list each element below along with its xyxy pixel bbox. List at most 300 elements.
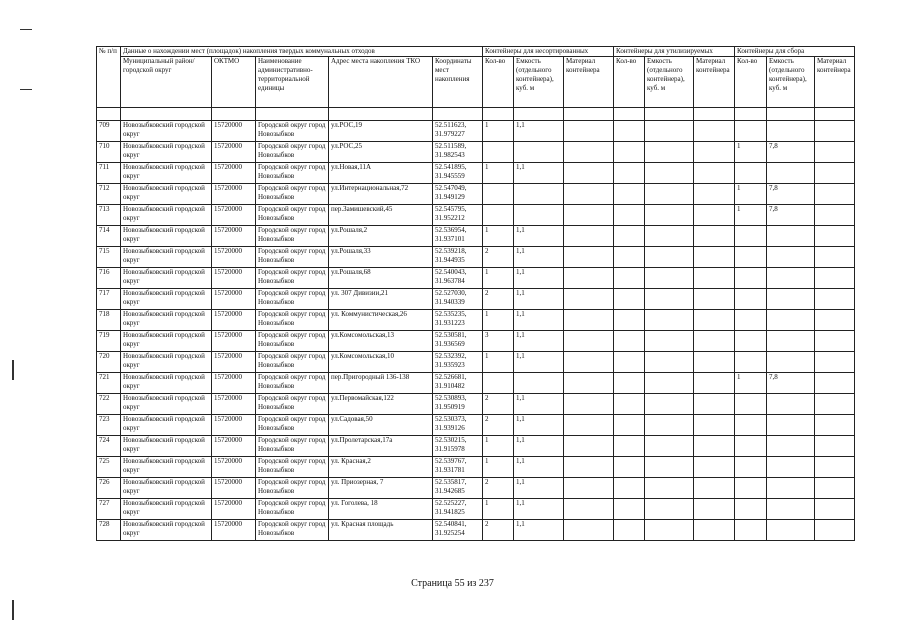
unsorted-count-cell: 2 <box>483 247 514 268</box>
recycle-count-cell <box>614 163 645 184</box>
unsorted-capacity-cell: 1,1 <box>514 247 564 268</box>
unsorted-capacity-cell: 1,1 <box>514 436 564 457</box>
table-row <box>97 415 855 436</box>
collect-material-cell <box>815 142 855 163</box>
oktmo-cell: 15720000 <box>212 331 256 352</box>
recycle-material-cell <box>694 121 735 142</box>
unsorted-capacity-cell <box>514 205 564 226</box>
collect-capacity-cell: 7,8 <box>767 373 815 394</box>
municipality-cell: Новозыбковский городской округ <box>121 331 212 352</box>
spacer-cell <box>256 108 329 121</box>
unsorted-count-cell <box>483 184 514 205</box>
table-row <box>97 226 855 247</box>
oktmo-cell: 15720000 <box>212 310 256 331</box>
municipality-cell: Новозыбковский городской округ <box>121 247 212 268</box>
table-row <box>97 247 855 268</box>
address-cell: ул. 307 Дивизии,21 <box>329 289 433 310</box>
address-cell: ул. Красная площадь <box>329 520 433 541</box>
admin-unit-header: Наименование административно-территориальной единицы <box>256 57 329 108</box>
unsorted-count-cell: 1 <box>483 226 514 247</box>
recycle-material-cell <box>694 226 735 247</box>
recycle-capacity-header: Емкость (отдельного контейнера), куб. м <box>645 57 694 108</box>
table-row <box>97 121 855 142</box>
address-cell: ул.Интернациональная,72 <box>329 184 433 205</box>
recycle-material-cell <box>694 499 735 520</box>
unsorted-material-cell <box>564 268 614 289</box>
admin-unit-cell: Городской округ город Новозыбков <box>256 520 329 541</box>
row-number: 716 <box>97 268 121 289</box>
coords-cell: 52.535817, 31.942685 <box>433 478 483 499</box>
unsorted-count-cell: 1 <box>483 310 514 331</box>
spacer-cell <box>767 108 815 121</box>
unsorted-material-cell <box>564 121 614 142</box>
collect-material-cell <box>815 499 855 520</box>
unsorted-capacity-cell: 1,1 <box>514 457 564 478</box>
municipality-cell: Новозыбковский городской округ <box>121 499 212 520</box>
collect-material-cell <box>815 247 855 268</box>
recycle-count-cell <box>614 436 645 457</box>
oktmo-cell: 15720000 <box>212 352 256 373</box>
unsorted-material-cell <box>564 415 614 436</box>
recycle-material-cell <box>694 163 735 184</box>
municipality-cell: Новозыбковский городской округ <box>121 289 212 310</box>
coords-cell: 52.540043, 31.963784 <box>433 268 483 289</box>
recycle-capacity-cell <box>645 289 694 310</box>
header-row-columns <box>97 57 855 108</box>
spacer-cell <box>514 108 564 121</box>
binding-mark <box>12 360 14 380</box>
collect-capacity-cell <box>767 352 815 373</box>
row-number: 719 <box>97 331 121 352</box>
recycle-material-cell <box>694 310 735 331</box>
collect-capacity-cell <box>767 331 815 352</box>
address-cell: ул. Красная,2 <box>329 457 433 478</box>
address-header: Адрес места накопления ТКО <box>329 57 433 108</box>
coords-cell: 52.532392, 31.935923 <box>433 352 483 373</box>
admin-unit-cell: Городской округ город Новозыбков <box>256 436 329 457</box>
collect-capacity-cell: 7,8 <box>767 205 815 226</box>
table-row <box>97 520 855 541</box>
recycle-material-cell <box>694 142 735 163</box>
row-number: 712 <box>97 184 121 205</box>
coords-cell: 52.511623, 31.979227 <box>433 121 483 142</box>
collect-material-cell <box>815 289 855 310</box>
unsorted-material-cell <box>564 331 614 352</box>
table-row <box>97 268 855 289</box>
address-cell: ул.Комсомольская,10 <box>329 352 433 373</box>
recycle-count-cell <box>614 331 645 352</box>
municipality-cell: Новозыбковский городской округ <box>121 394 212 415</box>
recycle-count-cell <box>614 415 645 436</box>
unsorted-material-cell <box>564 520 614 541</box>
unsorted-count-cell: 2 <box>483 520 514 541</box>
collect-count-header: Кол-во <box>735 57 767 108</box>
address-cell: ул.Садовая,50 <box>329 415 433 436</box>
recycle-capacity-cell <box>645 163 694 184</box>
unsorted-material-cell <box>564 289 614 310</box>
unsorted-capacity-cell <box>514 184 564 205</box>
unsorted-capacity-cell: 1,1 <box>514 163 564 184</box>
binding-mark <box>12 600 14 620</box>
address-cell: ул. Коммунистическая,26 <box>329 310 433 331</box>
unsorted-capacity-header: Емкость (отдельного контейнера), куб. м <box>514 57 564 108</box>
collect-count-cell <box>735 520 767 541</box>
recycle-material-cell <box>694 436 735 457</box>
unsorted-material-header: Материал контейнера <box>564 57 614 108</box>
oktmo-cell: 15720000 <box>212 436 256 457</box>
collect-capacity-cell <box>767 268 815 289</box>
oktmo-cell: 15720000 <box>212 121 256 142</box>
num-header: № п/п <box>97 47 121 108</box>
table-row <box>97 163 855 184</box>
recycle-material-header: Материал контейнера <box>694 57 735 108</box>
recycle-count-cell <box>614 142 645 163</box>
admin-unit-cell: Городской округ город Новозыбков <box>256 352 329 373</box>
unsorted-count-header: Кол-во <box>483 57 514 108</box>
unsorted-count-cell: 2 <box>483 478 514 499</box>
row-number: 724 <box>97 436 121 457</box>
admin-unit-cell: Городской округ город Новозыбков <box>256 478 329 499</box>
recycle-capacity-cell <box>645 499 694 520</box>
admin-unit-cell: Городской округ город Новозыбков <box>256 121 329 142</box>
unsorted-material-cell <box>564 478 614 499</box>
collect-material-cell <box>815 478 855 499</box>
spacer-cell <box>121 108 212 121</box>
unsorted-material-cell <box>564 247 614 268</box>
coords-cell: 52.527030, 31.940339 <box>433 289 483 310</box>
recycle-count-cell <box>614 226 645 247</box>
municipality-cell: Новозыбковский городской округ <box>121 226 212 247</box>
municipality-cell: Новозыбковский городской округ <box>121 373 212 394</box>
table-row <box>97 331 855 352</box>
municipality-cell: Новозыбковский городской округ <box>121 142 212 163</box>
collect-capacity-cell <box>767 520 815 541</box>
oktmo-cell: 15720000 <box>212 373 256 394</box>
collect-capacity-cell <box>767 247 815 268</box>
municipality-cell: Новозыбковский городской округ <box>121 478 212 499</box>
unsorted-material-cell <box>564 310 614 331</box>
recycle-count-cell <box>614 478 645 499</box>
recycle-capacity-cell <box>645 520 694 541</box>
municipality-cell: Новозыбковский городской округ <box>121 184 212 205</box>
oktmo-cell: 15720000 <box>212 457 256 478</box>
admin-unit-cell: Городской округ город Новозыбков <box>256 373 329 394</box>
header-row-groups <box>97 47 855 57</box>
unsorted-capacity-cell: 1,1 <box>514 121 564 142</box>
recycle-count-cell <box>614 205 645 226</box>
recycle-capacity-cell <box>645 373 694 394</box>
collect-capacity-cell <box>767 478 815 499</box>
collect-capacity-cell <box>767 226 815 247</box>
waste-sites-table <box>96 46 855 541</box>
spacer-cell <box>329 108 433 121</box>
unsorted-capacity-cell: 1,1 <box>514 478 564 499</box>
recycle-capacity-cell <box>645 394 694 415</box>
admin-unit-cell: Городской округ город Новозыбков <box>256 163 329 184</box>
collect-count-cell <box>735 310 767 331</box>
crop-mark <box>20 89 32 90</box>
row-number: 725 <box>97 457 121 478</box>
unsorted-capacity-cell: 1,1 <box>514 394 564 415</box>
recycle-material-cell <box>694 457 735 478</box>
unsorted-count-cell: 1 <box>483 499 514 520</box>
row-number: 722 <box>97 394 121 415</box>
row-number: 709 <box>97 121 121 142</box>
collect-count-cell <box>735 331 767 352</box>
unsorted-count-cell: 1 <box>483 121 514 142</box>
unsorted-count-cell: 2 <box>483 394 514 415</box>
municipality-header: Муниципальный район/городской округ <box>121 57 212 108</box>
collect-count-cell <box>735 499 767 520</box>
recycle-count-cell <box>614 499 645 520</box>
row-number: 727 <box>97 499 121 520</box>
unsorted-capacity-cell: 1,1 <box>514 415 564 436</box>
oktmo-cell: 15720000 <box>212 247 256 268</box>
unsorted-material-cell <box>564 394 614 415</box>
table-row <box>97 142 855 163</box>
municipality-cell: Новозыбковский городской округ <box>121 352 212 373</box>
table-row <box>97 373 855 394</box>
recycle-count-cell <box>614 247 645 268</box>
unsorted-count-cell <box>483 205 514 226</box>
collect-capacity-cell <box>767 394 815 415</box>
recycle-capacity-cell <box>645 226 694 247</box>
site-data-header: Данные о нахождении мест (площадок) накопления твердых коммунальных отходов <box>121 47 483 57</box>
coords-cell: 52.545795, 31.952212 <box>433 205 483 226</box>
oktmo-cell: 15720000 <box>212 226 256 247</box>
table-row <box>97 394 855 415</box>
admin-unit-cell: Городской округ город Новозыбков <box>256 142 329 163</box>
recycle-capacity-cell <box>645 142 694 163</box>
recycle-capacity-cell <box>645 415 694 436</box>
recycle-material-cell <box>694 205 735 226</box>
recycle-count-cell <box>614 394 645 415</box>
collect-capacity-cell: 7,8 <box>767 184 815 205</box>
recycle-count-cell <box>614 373 645 394</box>
table-row <box>97 457 855 478</box>
collect-material-cell <box>815 226 855 247</box>
unsorted-count-cell: 1 <box>483 352 514 373</box>
collect-capacity-cell <box>767 436 815 457</box>
recycle-material-cell <box>694 184 735 205</box>
recycle-material-cell <box>694 520 735 541</box>
coords-cell: 52.526681, 31.910482 <box>433 373 483 394</box>
recycle-capacity-cell <box>645 205 694 226</box>
spacer-cell <box>694 108 735 121</box>
collect-capacity-cell <box>767 310 815 331</box>
crop-mark <box>20 29 32 30</box>
address-cell: пер.Замишевский,45 <box>329 205 433 226</box>
unsorted-count-cell <box>483 373 514 394</box>
recycle-material-cell <box>694 289 735 310</box>
oktmo-cell: 15720000 <box>212 478 256 499</box>
collect-capacity-cell <box>767 499 815 520</box>
collect-count-cell <box>735 436 767 457</box>
row-number: 718 <box>97 310 121 331</box>
admin-unit-cell: Городской округ город Новозыбков <box>256 226 329 247</box>
row-number: 714 <box>97 226 121 247</box>
address-cell: ул.Новая,11А <box>329 163 433 184</box>
oktmo-cell: 15720000 <box>212 289 256 310</box>
table-row <box>97 436 855 457</box>
coords-cell: 52.539767, 31.931781 <box>433 457 483 478</box>
unsorted-capacity-cell: 1,1 <box>514 310 564 331</box>
address-cell: ул.РОС,19 <box>329 121 433 142</box>
coords-cell: 52.530893, 31.950919 <box>433 394 483 415</box>
recycle-material-cell <box>694 247 735 268</box>
collect-count-cell <box>735 394 767 415</box>
oktmo-cell: 15720000 <box>212 520 256 541</box>
unsorted-material-cell <box>564 226 614 247</box>
recycle-count-cell <box>614 268 645 289</box>
unsorted-count-cell: 1 <box>483 436 514 457</box>
unsorted-capacity-cell <box>514 373 564 394</box>
collect-header: Контейнеры для сбора <box>735 47 855 57</box>
unsorted-capacity-cell: 1,1 <box>514 268 564 289</box>
spacer-cell <box>614 108 645 121</box>
oktmo-cell: 15720000 <box>212 163 256 184</box>
admin-unit-cell: Городской округ город Новозыбков <box>256 331 329 352</box>
oktmo-cell: 15720000 <box>212 184 256 205</box>
recycle-capacity-cell <box>645 457 694 478</box>
municipality-cell: Новозыбковский городской округ <box>121 520 212 541</box>
municipality-cell: Новозыбковский городской округ <box>121 457 212 478</box>
recycle-capacity-cell <box>645 121 694 142</box>
recycle-material-cell <box>694 331 735 352</box>
oktmo-header: ОКТМО <box>212 57 256 108</box>
unsorted-material-cell <box>564 457 614 478</box>
collect-count-cell <box>735 289 767 310</box>
oktmo-cell: 15720000 <box>212 415 256 436</box>
collect-material-header: Материал контейнера <box>815 57 855 108</box>
collect-capacity-cell <box>767 457 815 478</box>
admin-unit-cell: Городской округ город Новозыбков <box>256 457 329 478</box>
spacer-cell <box>564 108 614 121</box>
coords-header: Координаты мест накопления <box>433 57 483 108</box>
recycle-count-cell <box>614 121 645 142</box>
coords-cell: 52.530373, 31.939126 <box>433 415 483 436</box>
row-number: 717 <box>97 289 121 310</box>
recycle-capacity-cell <box>645 478 694 499</box>
recycle-material-cell <box>694 415 735 436</box>
header-spacer-row <box>97 108 855 121</box>
unsorted-capacity-cell: 1,1 <box>514 499 564 520</box>
oktmo-cell: 15720000 <box>212 142 256 163</box>
coords-cell: 52.541895, 31.945559 <box>433 163 483 184</box>
unsorted-header: Контейнеры для несортированных <box>483 47 614 57</box>
address-cell: ул. Гоголева, 18 <box>329 499 433 520</box>
admin-unit-cell: Городской округ город Новозыбков <box>256 310 329 331</box>
municipality-cell: Новозыбковский городской округ <box>121 268 212 289</box>
coords-cell: 52.539218, 31.944935 <box>433 247 483 268</box>
recycle-count-header: Кол-во <box>614 57 645 108</box>
unsorted-material-cell <box>564 352 614 373</box>
collect-capacity-cell <box>767 415 815 436</box>
collect-count-cell: 1 <box>735 184 767 205</box>
collect-capacity-cell <box>767 163 815 184</box>
admin-unit-cell: Городской округ город Новозыбков <box>256 415 329 436</box>
recycle-capacity-cell <box>645 310 694 331</box>
admin-unit-cell: Городской округ город Новозыбков <box>256 289 329 310</box>
table-row <box>97 289 855 310</box>
unsorted-material-cell <box>564 373 614 394</box>
collect-count-cell <box>735 352 767 373</box>
recycle-capacity-cell <box>645 436 694 457</box>
table-row <box>97 205 855 226</box>
table-row <box>97 499 855 520</box>
collect-capacity-cell: 7,8 <box>767 142 815 163</box>
row-number: 721 <box>97 373 121 394</box>
recycle-capacity-cell <box>645 352 694 373</box>
collect-material-cell <box>815 457 855 478</box>
collect-material-cell <box>815 352 855 373</box>
coords-cell: 52.525227, 31.941825 <box>433 499 483 520</box>
row-number: 723 <box>97 415 121 436</box>
collect-material-cell <box>815 331 855 352</box>
unsorted-material-cell <box>564 205 614 226</box>
row-number: 720 <box>97 352 121 373</box>
page-number: Страница 55 из 237 <box>411 578 494 589</box>
recycle-material-cell <box>694 268 735 289</box>
unsorted-material-cell <box>564 436 614 457</box>
recycle-capacity-cell <box>645 331 694 352</box>
collect-material-cell <box>815 310 855 331</box>
municipality-cell: Новозыбковский городской округ <box>121 121 212 142</box>
address-cell: ул.Рошаля,33 <box>329 247 433 268</box>
unsorted-material-cell <box>564 184 614 205</box>
admin-unit-cell: Городской округ город Новозыбков <box>256 268 329 289</box>
unsorted-count-cell: 1 <box>483 163 514 184</box>
coords-cell: 52.530581, 31.936569 <box>433 331 483 352</box>
collect-count-cell: 1 <box>735 142 767 163</box>
unsorted-capacity-cell <box>514 142 564 163</box>
spacer-cell <box>645 108 694 121</box>
row-number: 728 <box>97 520 121 541</box>
table-row <box>97 310 855 331</box>
collect-material-cell <box>815 205 855 226</box>
recycle-count-cell <box>614 520 645 541</box>
unsorted-material-cell <box>564 499 614 520</box>
oktmo-cell: 15720000 <box>212 499 256 520</box>
admin-unit-cell: Городской округ город Новозыбков <box>256 394 329 415</box>
collect-count-cell: 1 <box>735 205 767 226</box>
coords-cell: 52.535235, 31.931223 <box>433 310 483 331</box>
municipality-cell: Новозыбковский городской округ <box>121 436 212 457</box>
address-cell: ул. Приозерная, 7 <box>329 478 433 499</box>
collect-material-cell <box>815 436 855 457</box>
recycle-capacity-cell <box>645 184 694 205</box>
admin-unit-cell: Городской округ город Новозыбков <box>256 184 329 205</box>
spacer-cell <box>433 108 483 121</box>
recycle-capacity-cell <box>645 247 694 268</box>
collect-count-cell: 1 <box>735 373 767 394</box>
collect-material-cell <box>815 520 855 541</box>
collect-material-cell <box>815 121 855 142</box>
collect-material-cell <box>815 268 855 289</box>
municipality-cell: Новозыбковский городской округ <box>121 415 212 436</box>
collect-capacity-header: Емкость (отдельного контейнера), куб. м <box>767 57 815 108</box>
unsorted-material-cell <box>564 163 614 184</box>
table-row <box>97 184 855 205</box>
address-cell: ул.Рошаля,2 <box>329 226 433 247</box>
unsorted-count-cell <box>483 142 514 163</box>
address-cell: ул.Пролетарская,17а <box>329 436 433 457</box>
municipality-cell: Новозыбковский городской округ <box>121 163 212 184</box>
recycle-count-cell <box>614 289 645 310</box>
admin-unit-cell: Городской округ город Новозыбков <box>256 205 329 226</box>
municipality-cell: Новозыбковский городской округ <box>121 205 212 226</box>
spacer-cell <box>212 108 256 121</box>
